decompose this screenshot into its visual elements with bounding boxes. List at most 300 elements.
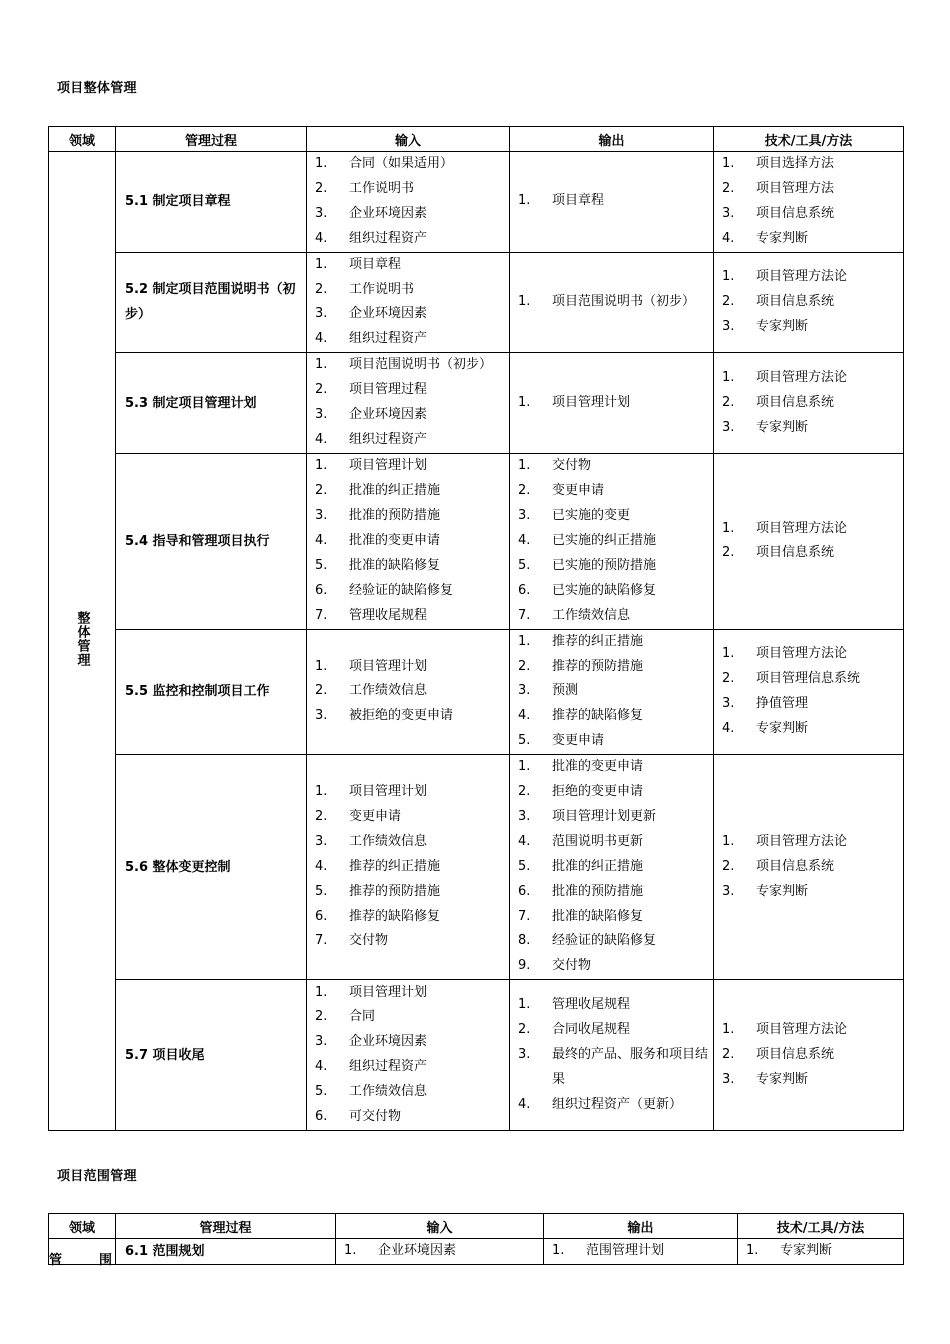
process-cell: 5.1 制定项目章程 <box>116 152 307 253</box>
inputs-cell-list <box>307 981 509 1130</box>
list-item <box>315 353 505 378</box>
list-item-number: 1. <box>722 369 735 385</box>
list-item-text: 项目信息系统 <box>756 858 835 874</box>
header-process: 管理过程 <box>116 1214 336 1239</box>
list-item-number: 3. <box>315 407 328 423</box>
outputs-cell <box>510 755 714 980</box>
list-item-number: 8. <box>518 933 531 949</box>
list-item-text: 交付物 <box>349 933 389 949</box>
list-item-text: 管理收尾规程 <box>349 607 428 623</box>
list-item <box>722 880 899 905</box>
list-item <box>518 1093 709 1118</box>
list-item-number: 1. <box>722 646 735 662</box>
list-item <box>518 880 709 905</box>
process-cell: 5.4 指导和管理项目执行 <box>116 454 307 629</box>
process-cell: 6.1 范围规划 <box>116 1239 336 1265</box>
outputs-cell-list <box>510 189 713 214</box>
list-item-number: 4. <box>518 1096 531 1112</box>
list-item-text: 推荐的预防措施 <box>349 883 441 899</box>
list-item-text: 项目管理方法论 <box>756 833 848 849</box>
list-item <box>315 302 505 327</box>
list-item-number: 2. <box>315 683 328 699</box>
list-item <box>518 805 709 830</box>
list-item <box>315 655 505 680</box>
list-item <box>315 428 505 453</box>
header-outputs: 输出 <box>544 1214 738 1239</box>
list-item-text: 推荐的缺陷修复 <box>552 708 644 724</box>
list-item-text: 项目信息系统 <box>756 293 835 309</box>
list-item <box>315 378 505 403</box>
list-item <box>518 189 709 214</box>
tools-cell-list <box>714 366 903 441</box>
list-item <box>315 805 505 830</box>
list-item-number: 1. <box>518 997 531 1013</box>
list-item <box>315 202 505 227</box>
list-item <box>518 1018 709 1043</box>
list-item-text: 组织过程资产（更新） <box>552 1096 683 1112</box>
list-item-text: 项目选择方法 <box>756 156 835 171</box>
list-item-text: 项目管理方法论 <box>756 646 848 662</box>
inputs-cell <box>307 980 510 1131</box>
list-item <box>315 679 505 704</box>
inputs-cell-list <box>307 253 509 353</box>
list-item <box>518 830 709 855</box>
list-item-text: 批准的变更申请 <box>349 532 441 548</box>
table-row <box>49 1239 904 1265</box>
list-item <box>722 642 899 667</box>
list-item-number: 2. <box>722 670 735 686</box>
list-item <box>315 604 505 629</box>
inputs-cell-list <box>307 655 509 730</box>
list-item-text: 项目管理计划 <box>349 984 428 1000</box>
list-item-text: 项目管理信息系统 <box>756 670 861 686</box>
list-item-number: 3. <box>315 1034 328 1050</box>
header-domain: 领域 <box>49 127 116 152</box>
list-item-number: 2. <box>722 180 735 196</box>
list-item <box>518 655 709 680</box>
list-item-number: 2. <box>722 293 735 309</box>
inputs-cell <box>307 454 510 629</box>
list-item-number: 1. <box>552 1243 565 1259</box>
outputs-cell-list <box>510 391 713 416</box>
list-item-text: 项目管理方法论 <box>756 520 848 536</box>
list-item-text: 预测 <box>552 683 579 699</box>
list-item-number: 2. <box>722 394 735 410</box>
list-item-number: 4. <box>315 230 328 246</box>
process-cell: 5.3 制定项目管理计划 <box>116 353 307 454</box>
list-item <box>722 1018 899 1043</box>
header-outputs: 输出 <box>510 127 714 152</box>
table-row <box>49 353 904 454</box>
domain-label: 整体管理 <box>74 611 90 668</box>
list-item-text: 批准的缺陷修复 <box>349 557 441 573</box>
list-item-number: 3. <box>518 683 531 699</box>
list-item-text: 项目章程 <box>349 256 402 272</box>
process-cell: 5.5 监控和控制项目工作 <box>116 629 307 755</box>
list-item-text: 合同（如果适用） <box>349 156 454 171</box>
list-item-text: 工作绩效信息 <box>349 683 428 699</box>
list-item-text: 批准的变更申请 <box>552 759 644 775</box>
list-item-text: 项目管理计划 <box>349 784 428 800</box>
list-item-text: 组织过程资产 <box>349 1059 428 1075</box>
list-item <box>722 717 899 742</box>
list-item-number: 3. <box>315 306 328 322</box>
tools-cell <box>714 629 904 755</box>
list-item-number: 5. <box>315 557 328 573</box>
list-item-text: 已实施的纠正措施 <box>552 532 657 548</box>
tools-cell-list <box>714 830 903 905</box>
list-item-number: 2. <box>518 1021 531 1037</box>
tools-cell <box>714 152 904 253</box>
list-item-text: 交付物 <box>552 958 592 974</box>
list-item <box>722 152 899 177</box>
list-item-text: 项目管理计划 <box>349 458 428 474</box>
integration-management-table <box>48 126 904 1131</box>
list-item-text: 挣值管理 <box>756 695 809 711</box>
list-item <box>518 290 709 315</box>
list-item-number: 2. <box>315 382 328 398</box>
list-item-number: 5. <box>315 883 328 899</box>
list-item-text: 批准的预防措施 <box>552 883 644 899</box>
tools-cell <box>714 980 904 1131</box>
table-row <box>49 252 904 353</box>
domain-cell <box>49 1239 116 1268</box>
list-item <box>722 315 899 340</box>
list-item-number: 4. <box>315 858 328 874</box>
list-item <box>722 366 899 391</box>
list-item <box>315 177 505 202</box>
table-header-row <box>49 1214 904 1239</box>
list-item-text: 企业环境因素 <box>349 1034 428 1050</box>
outputs-cell-list <box>544 1239 737 1264</box>
list-item-number: 1. <box>315 156 328 171</box>
list-item <box>315 454 505 479</box>
list-item <box>518 780 709 805</box>
list-item-number: 3. <box>315 205 328 221</box>
list-item-number: 4. <box>315 532 328 548</box>
list-item <box>552 1239 733 1264</box>
list-item <box>315 403 505 428</box>
process-cell: 5.2 制定项目范围说明书（初步） <box>116 252 307 353</box>
list-item <box>518 579 709 604</box>
tools-cell-list <box>714 517 903 567</box>
list-item-text: 工作说明书 <box>349 180 415 196</box>
list-item <box>315 579 505 604</box>
section-title-integration: 项目整体管理 <box>57 81 137 96</box>
outputs-cell <box>510 152 714 253</box>
list-item-text: 工作绩效信息 <box>552 607 631 623</box>
header-process: 管理过程 <box>116 127 307 152</box>
inputs-cell-list <box>336 1239 543 1264</box>
inputs-cell <box>307 353 510 454</box>
list-item-text: 管理收尾规程 <box>552 997 631 1013</box>
list-item-number: 2. <box>722 545 735 561</box>
list-item-text: 企业环境因素 <box>349 205 428 221</box>
list-item-number: 4. <box>518 532 531 548</box>
list-item-number: 7. <box>315 933 328 949</box>
list-item <box>518 630 709 655</box>
list-item-number: 1. <box>722 1021 735 1037</box>
list-item-number: 1. <box>315 357 328 373</box>
list-item-number: 3. <box>722 318 735 334</box>
tools-cell <box>714 252 904 353</box>
list-item-number: 1. <box>722 520 735 536</box>
list-item-text: 企业环境因素 <box>378 1243 457 1259</box>
list-item-text: 推荐的预防措施 <box>552 658 644 674</box>
list-item <box>518 755 709 780</box>
list-item-number: 3. <box>315 508 328 524</box>
list-item-text: 组织过程资产 <box>349 331 428 347</box>
list-item-text: 范围说明书更新 <box>552 833 644 849</box>
list-item-number: 3. <box>315 833 328 849</box>
list-item-number: 2. <box>722 1046 735 1062</box>
list-item-number: 6. <box>315 582 328 598</box>
list-item-text: 专家判断 <box>756 318 809 334</box>
domain-label-part: 管 <box>49 1253 63 1268</box>
list-item-text: 项目管理计划 <box>552 394 631 410</box>
outputs-cell <box>510 980 714 1131</box>
list-item <box>722 541 899 566</box>
list-item-number: 1. <box>315 256 328 272</box>
list-item-text: 项目管理方法 <box>756 180 835 196</box>
list-item-number: 3. <box>518 1046 531 1062</box>
list-item <box>315 780 505 805</box>
tools-cell <box>714 454 904 629</box>
list-item-number: 6. <box>315 908 328 924</box>
process-cell: 5.7 项目收尾 <box>116 980 307 1131</box>
list-item-text: 变更申请 <box>552 483 605 499</box>
list-item <box>518 604 709 629</box>
header-inputs: 输入 <box>307 127 510 152</box>
list-item <box>722 517 899 542</box>
outputs-cell-list <box>510 755 713 979</box>
list-item <box>722 855 899 880</box>
list-item-number: 1. <box>518 193 531 209</box>
list-item-text: 项目信息系统 <box>756 545 835 561</box>
list-item-number: 9. <box>518 958 531 974</box>
list-item-number: 2. <box>315 1009 328 1025</box>
list-item-number: 6. <box>518 582 531 598</box>
outputs-cell <box>510 353 714 454</box>
list-item <box>518 679 709 704</box>
list-item <box>315 554 505 579</box>
list-item-text: 合同收尾规程 <box>552 1021 631 1037</box>
list-item-text: 批准的纠正措施 <box>552 858 644 874</box>
list-item-text: 组织过程资产 <box>349 432 428 448</box>
list-item <box>315 1055 505 1080</box>
list-item <box>518 993 709 1018</box>
outputs-cell-list <box>510 290 713 315</box>
list-item-text: 专家判断 <box>756 230 809 246</box>
list-item-number: 5. <box>518 858 531 874</box>
domain-cell <box>49 152 116 1131</box>
list-item-number: 7. <box>315 607 328 623</box>
list-item-number: 1. <box>722 269 735 285</box>
list-item <box>315 529 505 554</box>
list-item-text: 经验证的缺陷修复 <box>552 933 657 949</box>
list-item-number: 1. <box>518 458 531 474</box>
list-item <box>315 327 505 352</box>
list-item <box>315 152 505 177</box>
list-item-text: 批准的纠正措施 <box>349 483 441 499</box>
list-item <box>722 391 899 416</box>
list-item-number: 3. <box>722 419 735 435</box>
list-item <box>518 729 709 754</box>
list-item-number: 1. <box>746 1243 759 1259</box>
list-item-number: 2. <box>315 281 328 297</box>
list-item-text: 工作绩效信息 <box>349 833 428 849</box>
list-item <box>518 954 709 979</box>
tools-cell-list <box>714 265 903 340</box>
list-item-text: 推荐的纠正措施 <box>552 633 644 649</box>
list-item-number: 4. <box>315 331 328 347</box>
list-item-number: 1. <box>315 458 328 474</box>
list-item <box>315 1080 505 1105</box>
inputs-cell-list <box>307 353 509 453</box>
list-item-text: 拒绝的变更申请 <box>552 784 644 800</box>
list-item-number: 1. <box>722 156 735 171</box>
outputs-cell-list <box>510 454 713 628</box>
list-item-number: 4. <box>722 230 735 246</box>
list-item-number: 3. <box>518 508 531 524</box>
tools-cell-list <box>738 1239 903 1264</box>
list-item-number: 1. <box>518 633 531 649</box>
list-item <box>315 880 505 905</box>
list-item <box>518 905 709 930</box>
list-item-text: 已实施的预防措施 <box>552 557 657 573</box>
list-item <box>722 692 899 717</box>
list-item-text: 专家判断 <box>756 720 809 736</box>
list-item <box>315 253 505 278</box>
list-item-number: 2. <box>518 784 531 800</box>
list-item <box>722 667 899 692</box>
list-item-number: 3. <box>722 205 735 221</box>
list-item <box>315 227 505 252</box>
list-item-number: 3. <box>722 883 735 899</box>
list-item <box>518 479 709 504</box>
tools-cell <box>714 755 904 980</box>
list-item-text: 推荐的纠正措施 <box>349 858 441 874</box>
inputs-cell-list <box>307 780 509 954</box>
list-item-text: 项目管理方法论 <box>756 269 848 285</box>
list-item-number: 5. <box>518 733 531 749</box>
table-header-row <box>49 127 904 152</box>
list-item <box>722 202 899 227</box>
list-item <box>722 1068 899 1093</box>
list-item-number: 4. <box>722 720 735 736</box>
list-item <box>518 391 709 416</box>
list-item-number: 7. <box>518 908 531 924</box>
inputs-cell <box>307 152 510 253</box>
list-item <box>746 1239 899 1264</box>
list-item-text: 专家判断 <box>756 883 809 899</box>
section-title-scope: 项目范围管理 <box>57 1169 137 1184</box>
list-item-number: 1. <box>518 293 531 309</box>
inputs-cell <box>307 252 510 353</box>
tools-cell <box>714 353 904 454</box>
list-item-text: 项目管理计划 <box>349 658 428 674</box>
list-item-text: 最终的产品、服务和项目结果 <box>552 1046 709 1087</box>
list-item-number: 4. <box>518 833 531 849</box>
tools-cell-list <box>714 642 903 742</box>
table-row <box>49 980 904 1131</box>
list-item <box>315 704 505 729</box>
list-item-text: 专家判断 <box>756 419 809 435</box>
list-item-number: 3. <box>315 708 328 724</box>
header-domain: 领域 <box>49 1214 116 1239</box>
list-item <box>518 454 709 479</box>
outputs-cell <box>544 1239 738 1265</box>
outputs-cell <box>510 252 714 353</box>
list-item <box>518 504 709 529</box>
list-item-number: 3. <box>518 808 531 824</box>
list-item-number: 1. <box>722 833 735 849</box>
list-item-number: 1. <box>344 1243 357 1259</box>
outputs-cell <box>510 454 714 629</box>
list-item <box>315 1030 505 1055</box>
list-item-number: 3. <box>722 1071 735 1087</box>
list-item-text: 组织过程资产 <box>349 230 428 246</box>
table-row <box>49 755 904 980</box>
list-item-number: 2. <box>315 180 328 196</box>
table-row <box>49 152 904 253</box>
list-item-number: 1. <box>315 984 328 1000</box>
list-item-text: 变更申请 <box>552 733 605 749</box>
list-item-text: 批准的缺陷修复 <box>552 908 644 924</box>
domain-label-part: 围 <box>99 1253 113 1268</box>
list-item-text: 项目管理方法论 <box>756 369 848 385</box>
list-item-text: 可交付物 <box>349 1109 402 1125</box>
list-item-number: 5. <box>315 1084 328 1100</box>
list-item <box>518 1043 709 1093</box>
list-item-number: 5. <box>518 557 531 573</box>
header-tools: 技术/工具/方法 <box>738 1214 904 1239</box>
list-item-text: 工作绩效信息 <box>349 1084 428 1100</box>
list-item-number: 2. <box>518 483 531 499</box>
inputs-cell-list <box>307 454 509 628</box>
tools-cell <box>738 1239 904 1265</box>
list-item <box>315 1105 505 1130</box>
list-item <box>722 830 899 855</box>
list-item-text: 专家判断 <box>780 1243 833 1259</box>
list-item-text: 被拒绝的变更申请 <box>349 708 454 724</box>
list-item <box>315 981 505 1006</box>
inputs-cell <box>336 1239 544 1265</box>
outputs-cell <box>510 629 714 755</box>
list-item <box>315 855 505 880</box>
list-item-number: 6. <box>518 883 531 899</box>
list-item-text: 项目信息系统 <box>756 1046 835 1062</box>
list-item-text: 已实施的变更 <box>552 508 631 524</box>
list-item-text: 交付物 <box>552 458 592 474</box>
inputs-cell <box>307 629 510 755</box>
list-item-number: 2. <box>518 658 531 674</box>
list-item-number: 1. <box>518 759 531 775</box>
list-item-text: 项目信息系统 <box>756 394 835 410</box>
header-inputs: 输入 <box>336 1214 544 1239</box>
list-item-number: 4. <box>518 708 531 724</box>
list-item <box>722 1043 899 1068</box>
list-item <box>315 479 505 504</box>
list-item-number: 1. <box>315 658 328 674</box>
list-item-number: 2. <box>722 858 735 874</box>
list-item-number: 1. <box>518 394 531 410</box>
list-item-number: 4. <box>315 432 328 448</box>
list-item-text: 项目管理过程 <box>349 382 428 398</box>
list-item-number: 6. <box>315 1109 328 1125</box>
list-item-number: 2. <box>315 483 328 499</box>
list-item-number: 3. <box>722 695 735 711</box>
